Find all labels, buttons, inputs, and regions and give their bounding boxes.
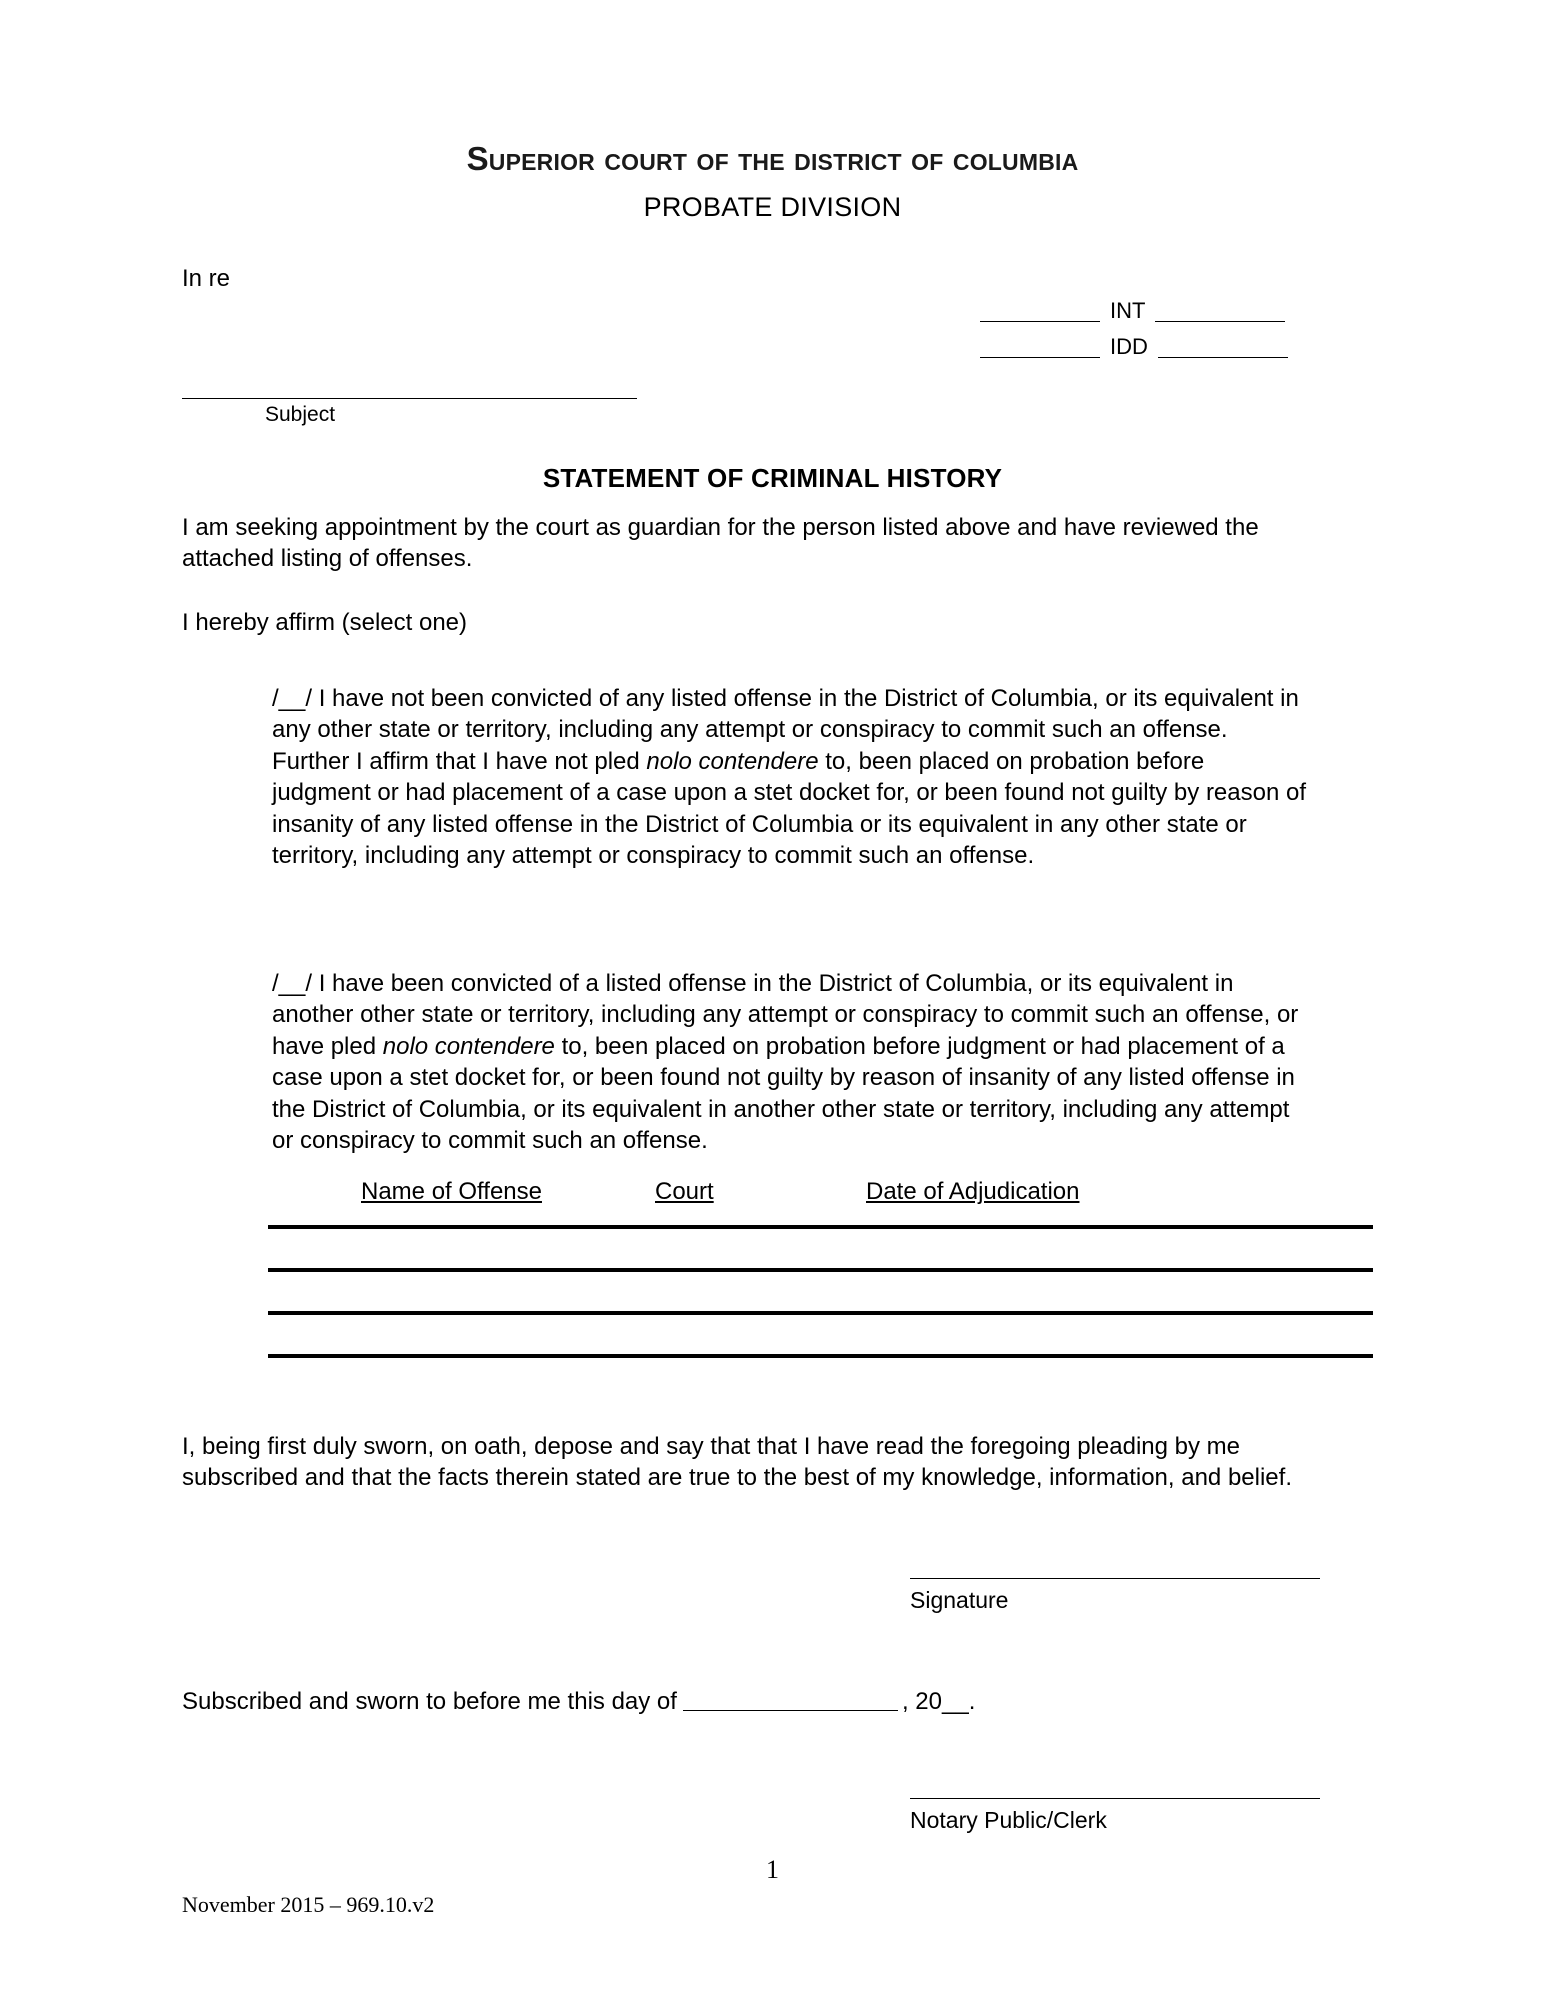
nolo-contendere-italic-1: nolo contendere (646, 747, 819, 775)
case-number-row-idd (980, 330, 1340, 358)
sworn-date-blank[interactable] (683, 1709, 898, 1711)
checkbox-marker-convicted[interactable]: /__/ (272, 970, 313, 997)
affirmation-option-convicted[interactable] (272, 968, 1307, 1157)
affirmation2-text-part1: I have been convicted of a listed offense in the District of Columbia, or its equivalent in another other state or territory, including any attempt or conspiracy to commit such an offense, or have pled (272, 970, 1299, 1060)
notary-signature-line[interactable] (910, 1798, 1320, 1799)
affirmation2-text-part2: to, been placed on probation before judgment or had placement of a case upon a stet docket for, or been found not guilty by reason of insanity of any listed offense in the District of Columbia, or its equivalent in another other state or territory, including any attempt or conspiracy to commit such an offense. (272, 1032, 1295, 1155)
sworn-prefix-text: Subscribed and sworn to before me this day of (182, 1688, 677, 1715)
division-title: PROBATE DIVISION (643, 192, 902, 222)
intro-paragraph: I am seeking appointment by the court as guardian for the person listed above and have reviewed the attached listing of offenses. (182, 514, 1259, 572)
sworn-statement-line (182, 1688, 975, 1716)
page-title: STATEMENT OF CRIMINAL HISTORY (542, 463, 1003, 493)
revision-code: November 2015 – 969.10.v2 (182, 1892, 435, 1917)
int-blank-right[interactable] (1155, 301, 1285, 322)
case-number-row-int (980, 294, 1340, 322)
idd-blank-left[interactable] (980, 337, 1100, 358)
subject-rule[interactable] (182, 398, 637, 399)
int-label: INT (1110, 298, 1146, 323)
notary-block (910, 1798, 1320, 1834)
affirm-instruction: I hereby affirm (select one) (182, 609, 468, 636)
court-title: Superior court of the district of columbia (466, 140, 1079, 177)
nolo-contendere-italic-2: nolo contendere (382, 1032, 555, 1060)
table-row[interactable] (268, 1268, 1373, 1272)
affirmation-text-part2: to, been placed on probation before judgment or had placement of a case upon a stet docket for, or been found not guilty by reason of insanity of any listed offense in the District of Columbia or its equivalent in any other state or territory, including any attempt or conspiracy to commit such an offense. (272, 747, 1307, 870)
in-re-label: In re (182, 265, 231, 292)
table-row[interactable] (268, 1225, 1373, 1229)
signature-line[interactable] (910, 1578, 1320, 1579)
int-blank-left[interactable] (980, 301, 1100, 322)
table-row[interactable] (268, 1311, 1373, 1315)
checkbox-marker-not-convicted[interactable]: /__/ (272, 685, 313, 712)
idd-blank-right[interactable] (1158, 337, 1288, 358)
signature-label: Signature (910, 1587, 1009, 1613)
sworn-year-prefix: , 20 (901, 1688, 942, 1715)
idd-label: IDD (1110, 334, 1148, 359)
column-header-court: Court (655, 1178, 714, 1205)
affirmation-option-not-convicted[interactable] (272, 683, 1307, 872)
sworn-suffix: . (968, 1688, 976, 1715)
page-number: 1 (766, 1855, 779, 1884)
sworn-year-blank[interactable]: __ (941, 1688, 969, 1715)
notary-label: Notary Public/Clerk (910, 1807, 1107, 1833)
oath-paragraph: I, being first duly sworn, on oath, depose and say that that I have read the foregoing pleading by me subscribed and that the facts therein stated are true to the best of my knowledge, information, and belief. (182, 1433, 1292, 1491)
subject-label: Subject (265, 403, 336, 426)
offense-table-entry-lines (268, 1225, 1373, 1397)
case-number-block (980, 294, 1340, 366)
affirmation-text-part1: I have not been convicted of any listed offense in the District of Columbia, or its equivalent in any other state or territory, including any attempt or conspiracy to commit such an offense. Further I affirm that I have not pled (272, 685, 1299, 775)
column-header-date: Date of Adjudication (866, 1178, 1080, 1205)
column-header-offense: Name of Offense (361, 1178, 542, 1205)
table-row[interactable] (268, 1354, 1373, 1358)
signature-block (910, 1578, 1320, 1614)
